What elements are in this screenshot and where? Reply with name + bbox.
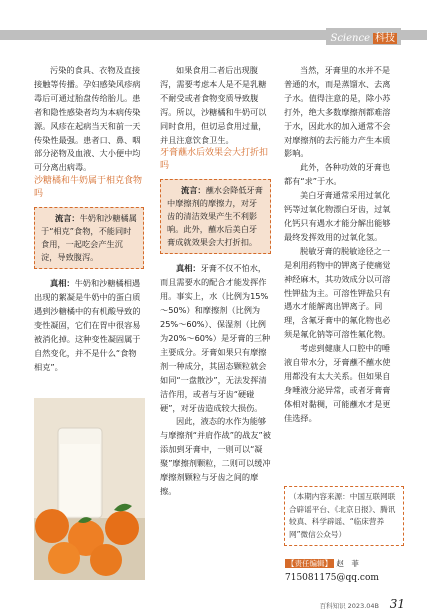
source-note-text: （本期内容来源：中国互联网联合辟谣平台、《北京日报》、腾讯较真、科学辟谣、“临床营养网”微信公众号） [289,492,396,539]
col3-paragraph-2: 此外，各种功效的牙膏也都有“求”于水。 [284,162,391,187]
rumor-label: 流言： [55,213,80,224]
rumor-text: 牛奶和沙糖橘属于“相克”食物，不能同时食用，一起吃会产生沉淀，导致腹泻。 [41,213,137,263]
page-header [0,0,427,56]
truth-label: 真相： [176,263,201,274]
editor-name: 赵 菲 [336,559,359,568]
editor-line [285,558,359,569]
column-2 [160,64,271,499]
page-number: 31 [389,597,405,611]
editor-label: 【责任编辑】 [287,559,332,568]
col3-paragraph-1: 当然，牙膏里的水并不是普通的水，而是蒸馏水、去离子水。值得注意的是，除小苏打外，绝大多数摩擦剂都难溶于水，因此水的加入通常不会对摩擦剂的去污能力产生本质影响。 [284,65,391,159]
milk-oranges-photo [34,398,145,580]
column-3 [284,64,392,426]
editor-email: 715081175@qq.com [285,573,379,583]
col1-paragraph-1: 污染的食具、衣物及直接接触等传播。孕妇感染风疹病毒后可通过胎盘传给胎儿。患者和隐性感染者均为本病传染源。风疹在起病当天和前一天传染性最强。患者口、鼻、咽部分泌物及血液、大小便中均可分离出病毒。 [34,65,141,173]
rumor-label: 流言： [181,185,206,196]
col3-paragraph-5: 考虑到健康人口腔中的唾液自带水分，牙膏蘸不蘸水使用都没有太大关系。但如果自身唾液分泌异常，或者牙膏膏体相对黏稠，可能蘸水才是更佳选择。 [284,343,391,423]
col3-paragraph-3: 美白牙膏通常采用过氧化钙等过氧化物漂白牙齿，过氧化钙只有遇水才能分解出能够最终发挥效用的过氧化氢。 [284,190,391,242]
col2-paragraph-3: 因此，液态的水作为能够与摩擦剂“并肩作战”的战友”被添加到牙膏中，一则可以“凝聚”摩擦剂颗粒，二则可以缓冲摩擦剂颗粒与牙齿之间的摩擦。 [160,416,271,496]
col2-paragraph-1: 如果食用二者后出现腹泻，需要考虑本人是不是乳糖不耐受或者食物变质导致腹泻。所以，沙糖橘和牛奶可以同时食用，但切忌食用过量，并且注意饮食卫生。 [160,65,267,145]
rumor-text: 蘸水会降低牙膏中摩擦剂的摩擦力，对牙齿的清洁效果产生不利影响。此外，蘸水后美白牙膏成就效果会大打折扣。 [167,185,263,248]
truth-label: 真相： [50,278,75,289]
section-english: Science [330,33,370,44]
section-chinese: 科技 [375,33,395,44]
rumor-box-2 [160,179,271,254]
section-tag [326,28,401,45]
rumor-box-1 [34,207,144,269]
page-footer [0,597,427,615]
col3-paragraph-4: 脱敏牙膏的脱敏途径之一是利用药物中的钾离子使痛觉神经麻木，其功效成分以可溶性钾盐为主。可溶性钾盐只有遇水才能解离出钾离子。同理，含氟牙膏中的氟化物也必须是氟化钠等可溶性氟化物。 [284,245,391,340]
col1-subheading: 沙糖橘和牛奶属于相克食物吗 [34,176,143,200]
publication-info: 百科知识 2023.04B [319,602,379,610]
column-1 [34,64,144,375]
truth-text: 牛奶和沙糖橘相遇出现的絮凝是牛奶中的蛋白质遇到沙糖橘中的有机酸导致的变性凝固，它们在胃中很容易被消化掉。这种变性凝固属于自然变化，并不是什么“食物相克”。 [34,278,141,372]
col2-subheading: 牙膏蘸水后效果会大打折扣吗 [160,148,269,172]
truth-text: 牙膏不仅不怕水，而且需要水的配合才能发挥作用。事实上，水（比例为15%～50%）和摩擦剂（比例为25%～60%）、保湿剂（比例为20%～60%）是牙膏的三种主要成分。牙膏如果只有摩擦剂一种成分，其固态颗粒就会如同“一盘散沙”，无法发挥清洁作用，或者与牙齿“硬碰硬”，对牙齿造成较大损伤。 [160,263,271,413]
source-note [284,486,404,546]
